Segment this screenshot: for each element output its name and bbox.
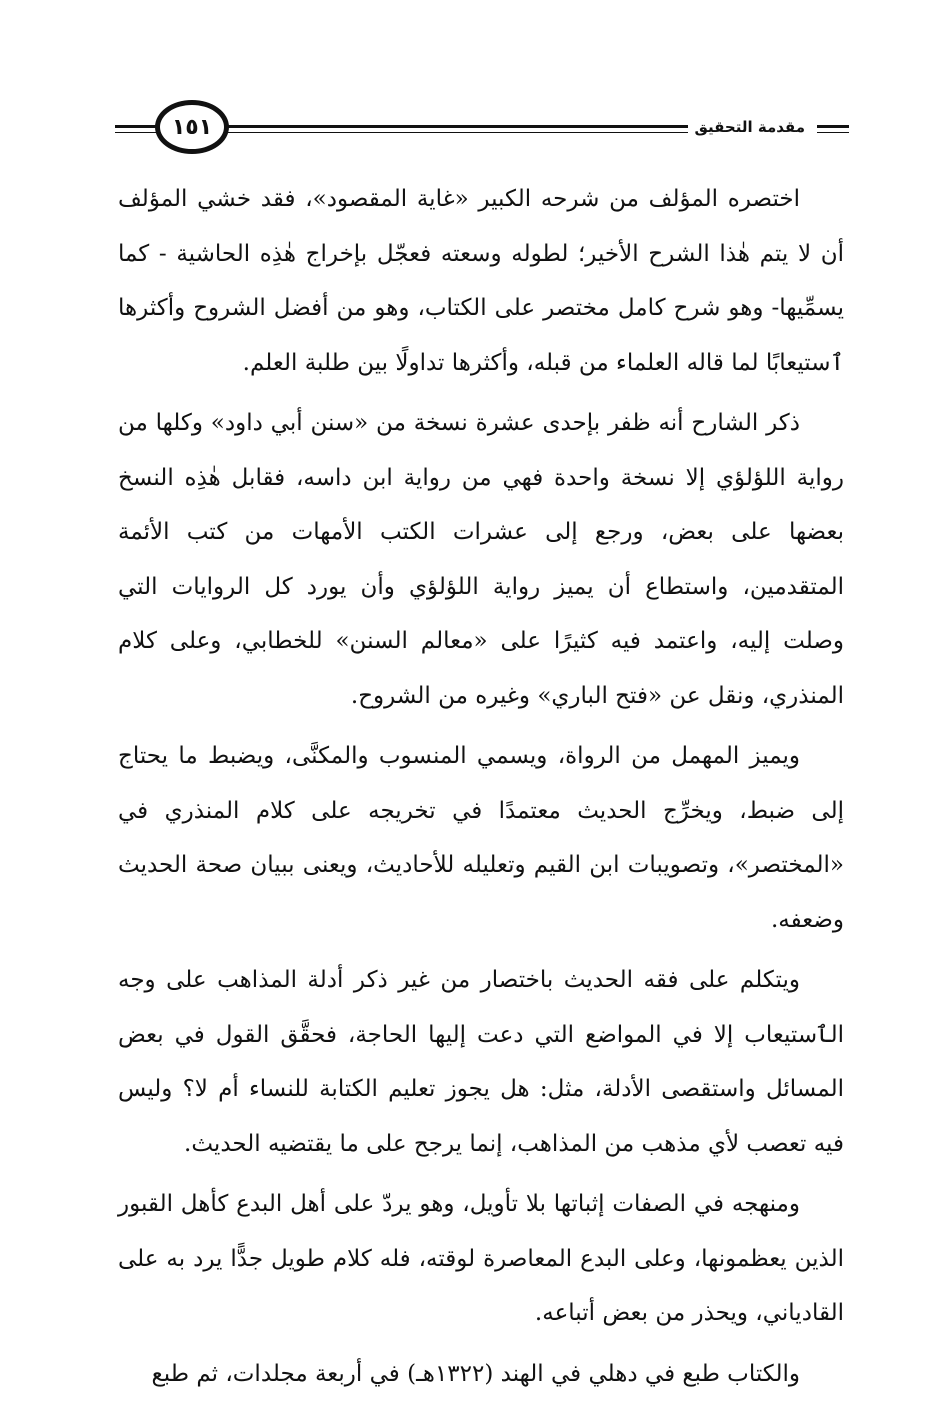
paragraph: اختصره المؤلف من شرحه الكبير «غاية المقصود»، فقد خشي المؤلف أن لا يتم هٰذا الشرح الأخير؛ لطوله وسعته فعجّل بإخراج هٰذِه الحاشية - كما يسمِّيها- وهو شرح كامل مختصر على الكتاب، وهو من أفضل الشروح وأكثرها ٱستيعابًا لما قاله العلماء من قبله، وأكثرها تداولًا بين طلبة العلم. xyxy=(118,186,844,376)
paragraph: والكتاب طبع في دهلي في الهند (١٣٢٢هـ) في أربعة مجلدات، ثم طبع xyxy=(151,1360,800,1387)
header-rule xyxy=(115,125,160,128)
section-title: مقدمة التحقيق xyxy=(688,116,811,138)
body-text xyxy=(118,172,844,1407)
paragraph: ويميز المهمل من الرواة، ويسمي المنسوب والمكنَّى، ويضبط ما يحتاج إلى ضبط، ويخرِّج الحديث معتمدًا في تخريجه على كلام المنذري في «المختصر»، وتصويبات ابن القيم وتعليله للأحاديث، ويعنى ببيان صحة الحديث وضعفه. xyxy=(118,743,844,933)
header-rule xyxy=(225,125,705,128)
running-header xyxy=(115,98,849,162)
header-rule xyxy=(817,132,849,133)
paragraph: ويتكلم على فقه الحديث باختصار من غير ذكر أدلة المذاهب على وجه الٱستيعاب إلا في المواضع التي دعت إليها الحاجة، فحقَّق القول في بعض المسائل واستقصى الأدلة، مثل: هل يجوز تعليم الكتابة للنساء أم لا؟ وليس فيه تعصب لأي مذهب من المذاهب، إنما يرجح على ما يقتضيه الحديث. xyxy=(118,967,844,1157)
header-rule xyxy=(225,132,705,133)
header-rule xyxy=(817,125,849,128)
paragraph: ذكر الشارح أنه ظفر بإحدى عشرة نسخة من «سنن أبي داود» وكلها من رواية اللؤلؤي إلا نسخة واحدة فهي من رواية ابن داسه، فقابل هٰذِه النسخ بعضها على بعض، ورجع إلى عشرات الكتب الأمهات من كتب الأئمة المتقدمين، واستطاع أن يميز رواية اللؤلؤي وأن يورد كل الروايات التي وصلت إليه، واعتمد فيه كثيرًا على «معالم السنن» للخطابي، وعلى كلام المنذري، ونقل عن «فتح الباري» وغيره من الشروح. xyxy=(118,410,844,709)
paragraph: ومنهجه في الصفات إثباتها بلا تأويل، وهو يردّ على أهل البدع كأهل القبور الذين يعظمونها، وعلى البدع المعاصرة لوقته، فله كلام طويل جدًّا يرد به على القادياني، ويحذر من بعض أتباعه. xyxy=(118,1191,844,1326)
header-rule xyxy=(115,132,160,133)
page-number: ١٥١ xyxy=(155,100,229,154)
